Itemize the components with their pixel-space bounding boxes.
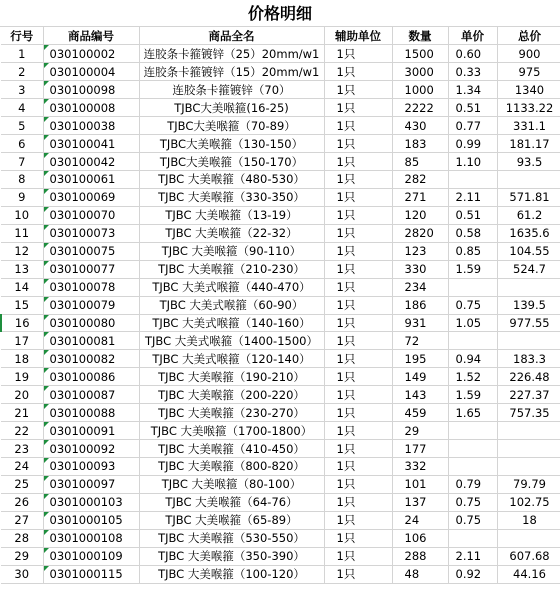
row-number-cell[interactable]: 15 — [1, 296, 43, 314]
unit-cell[interactable]: 1只 — [324, 350, 392, 368]
product-name-cell[interactable]: TJBC 大美喉箍（65-89） — [139, 511, 324, 529]
table-row — [1, 135, 560, 153]
unit-cell[interactable]: 1只 — [324, 565, 392, 583]
unit-cell[interactable]: 1只 — [324, 458, 392, 476]
product-name-cell[interactable]: TJBC 大美喉箍（64-76） — [139, 493, 324, 511]
unit-cell[interactable]: 1只 — [324, 493, 392, 511]
unit-price-cell[interactable]: 0.75 — [448, 493, 497, 511]
unit-cell[interactable]: 1只 — [324, 475, 392, 493]
unit-cell[interactable]: 1只 — [324, 511, 392, 529]
product-name-cell[interactable]: TJBC 大美喉箍（230-270） — [139, 404, 324, 422]
row-number-cell[interactable]: 4 — [1, 99, 43, 117]
product-name-cell[interactable]: TJBC 大美式喉箍（120-140） — [139, 350, 324, 368]
header-row — [1, 27, 560, 45]
unit-cell[interactable]: 1只 — [324, 386, 392, 404]
table-row — [1, 386, 560, 404]
unit-cell[interactable]: 1只 — [324, 45, 392, 63]
quantity-cell[interactable]: 143 — [392, 386, 448, 404]
quantity-cell[interactable]: 48 — [392, 565, 448, 583]
row-number-cell[interactable]: 18 — [1, 350, 43, 368]
quantity-cell[interactable]: 120 — [392, 206, 448, 224]
unit-cell[interactable]: 1只 — [324, 547, 392, 565]
quantity-cell[interactable]: 271 — [392, 188, 448, 206]
unit-price-cell[interactable]: 0.51 — [448, 206, 497, 224]
product-name-cell[interactable]: TJBC 大美喉箍（410-450） — [139, 440, 324, 458]
product-code-cell[interactable]: 030100073 — [43, 224, 139, 242]
table-row — [1, 224, 560, 242]
quantity-cell[interactable]: 459 — [392, 404, 448, 422]
product-code-cell[interactable]: 030100075 — [43, 242, 139, 260]
product-code-cell[interactable]: 030100097 — [43, 475, 139, 493]
unit-cell[interactable]: 1只 — [324, 117, 392, 135]
total-price-cell[interactable]: 139.5 — [497, 296, 560, 314]
unit-price-cell[interactable]: 1.34 — [448, 81, 497, 99]
product-code-cell[interactable]: 030100038 — [43, 117, 139, 135]
table-row — [1, 547, 560, 565]
row-number-cell[interactable]: 10 — [1, 206, 43, 224]
total-price-cell[interactable]: 977.55 — [497, 314, 560, 332]
product-code-cell[interactable]: 030100041 — [43, 135, 139, 153]
quantity-cell[interactable]: 149 — [392, 368, 448, 386]
unit-cell[interactable]: 1只 — [324, 529, 392, 547]
table-row — [1, 278, 560, 296]
total-price-cell[interactable]: 1340 — [497, 81, 560, 99]
total-price-cell[interactable] — [497, 422, 560, 440]
unit-cell[interactable]: 1只 — [324, 99, 392, 117]
header-total[interactable]: 总价 — [497, 27, 560, 45]
row-number-cell[interactable]: 28 — [1, 529, 43, 547]
unit-cell[interactable]: 1只 — [324, 296, 392, 314]
product-code-cell[interactable]: 030100042 — [43, 153, 139, 171]
row-number-cell[interactable]: 7 — [1, 153, 43, 171]
row-number-cell[interactable]: 3 — [1, 81, 43, 99]
total-price-cell[interactable] — [497, 440, 560, 458]
quantity-cell[interactable]: 330 — [392, 260, 448, 278]
row-number-cell[interactable]: 23 — [1, 440, 43, 458]
product-code-cell[interactable]: 0301000103 — [43, 493, 139, 511]
product-code-cell[interactable]: 030100061 — [43, 171, 139, 189]
unit-price-cell[interactable] — [448, 529, 497, 547]
row-number-cell[interactable]: 24 — [1, 458, 43, 476]
product-name-cell[interactable]: TJBC 大美喉箍（80-100） — [139, 475, 324, 493]
row-number-cell[interactable]: 26 — [1, 493, 43, 511]
product-name-cell[interactable]: TJBC 大美喉箍（200-220） — [139, 386, 324, 404]
product-code-cell[interactable]: 030100088 — [43, 404, 139, 422]
unit-cell[interactable]: 1只 — [324, 206, 392, 224]
row-number-cell[interactable]: 30 — [1, 565, 43, 583]
unit-price-cell[interactable] — [448, 332, 497, 350]
product-name-cell[interactable]: TJBC 大美喉箍（190-210） — [139, 368, 324, 386]
quantity-cell[interactable]: 931 — [392, 314, 448, 332]
product-code-cell[interactable]: 030100069 — [43, 188, 139, 206]
product-name-cell[interactable]: TJBC 大美喉箍（800-820） — [139, 458, 324, 476]
unit-price-cell[interactable] — [448, 171, 497, 189]
unit-cell[interactable]: 1只 — [324, 332, 392, 350]
quantity-cell[interactable]: 1000 — [392, 81, 448, 99]
unit-cell[interactable]: 1只 — [324, 242, 392, 260]
product-code-cell[interactable]: 030100077 — [43, 260, 139, 278]
product-name-cell[interactable]: 连胶条卡箍镀锌（15）20mm/w1 — [139, 63, 324, 81]
quantity-cell[interactable]: 24 — [392, 511, 448, 529]
total-price-cell[interactable]: 900 — [497, 45, 560, 63]
quantity-cell[interactable]: 183 — [392, 135, 448, 153]
sheet-title: 价格明细 — [0, 0, 560, 27]
total-price-cell[interactable]: 227.37 — [497, 386, 560, 404]
unit-cell[interactable]: 1只 — [324, 422, 392, 440]
total-price-cell[interactable]: 975 — [497, 63, 560, 81]
unit-price-cell[interactable]: 0.51 — [448, 99, 497, 117]
unit-cell[interactable]: 1只 — [324, 81, 392, 99]
table-row — [1, 565, 560, 583]
row-number-cell[interactable]: 6 — [1, 135, 43, 153]
unit-price-cell[interactable]: 0.75 — [448, 511, 497, 529]
row-number-cell[interactable]: 13 — [1, 260, 43, 278]
row-number-cell[interactable]: 9 — [1, 188, 43, 206]
unit-cell[interactable]: 1只 — [324, 404, 392, 422]
total-price-cell[interactable] — [497, 458, 560, 476]
table-row — [1, 188, 560, 206]
product-code-cell[interactable]: 030100008 — [43, 99, 139, 117]
product-name-cell[interactable]: TJBC 大美喉箍（350-390） — [139, 547, 324, 565]
unit-cell[interactable]: 1只 — [324, 171, 392, 189]
product-code-cell[interactable]: 0301000109 — [43, 547, 139, 565]
quantity-cell[interactable]: 186 — [392, 296, 448, 314]
row-number-cell[interactable]: 25 — [1, 475, 43, 493]
table-row — [1, 296, 560, 314]
product-code-cell[interactable]: 030100092 — [43, 440, 139, 458]
quantity-cell[interactable]: 106 — [392, 529, 448, 547]
product-name-cell[interactable]: TJBC 大美喉箍（530-550） — [139, 529, 324, 547]
table-row — [1, 314, 560, 332]
unit-price-cell[interactable] — [448, 458, 497, 476]
total-price-cell[interactable]: 607.68 — [497, 547, 560, 565]
table-row — [1, 242, 560, 260]
product-code-cell[interactable]: 030100002 — [43, 45, 139, 63]
unit-cell[interactable]: 1只 — [324, 188, 392, 206]
unit-price-cell[interactable]: 0.58 — [448, 224, 497, 242]
product-code-cell[interactable]: 030100070 — [43, 206, 139, 224]
quantity-cell[interactable]: 282 — [392, 171, 448, 189]
table-row — [1, 260, 560, 278]
total-price-cell[interactable] — [497, 278, 560, 296]
table-row — [1, 45, 560, 63]
row-number-cell[interactable]: 29 — [1, 547, 43, 565]
total-price-cell[interactable]: 18 — [497, 511, 560, 529]
quantity-cell[interactable]: 195 — [392, 350, 448, 368]
unit-price-cell[interactable] — [448, 440, 497, 458]
table-row — [1, 153, 560, 171]
table-row — [1, 440, 560, 458]
quantity-cell[interactable]: 234 — [392, 278, 448, 296]
product-name-cell[interactable]: TJBC 大美喉箍（330-350） — [139, 188, 324, 206]
product-code-cell[interactable]: 030100004 — [43, 63, 139, 81]
product-name-cell[interactable]: TJBC 大美喉箍（90-110） — [139, 242, 324, 260]
total-price-cell[interactable]: 1133.22 — [497, 99, 560, 117]
unit-price-cell[interactable]: 1.59 — [448, 386, 497, 404]
unit-price-cell[interactable]: 0.79 — [448, 475, 497, 493]
unit-price-cell[interactable]: 0.99 — [448, 135, 497, 153]
table-row — [1, 529, 560, 547]
row-number-cell[interactable]: 8 — [1, 171, 43, 189]
quantity-cell[interactable]: 332 — [392, 458, 448, 476]
quantity-cell[interactable]: 2222 — [392, 99, 448, 117]
table-row — [1, 81, 560, 99]
unit-price-cell[interactable]: 0.33 — [448, 63, 497, 81]
total-price-cell[interactable]: 181.17 — [497, 135, 560, 153]
table-row — [1, 422, 560, 440]
total-price-cell[interactable] — [497, 171, 560, 189]
row-number-cell[interactable]: 14 — [1, 278, 43, 296]
product-name-cell[interactable]: TJBC 大美式喉箍（1400-1500） — [139, 332, 324, 350]
product-name-cell[interactable]: TJBC 大美喉箍（100-120） — [139, 565, 324, 583]
row-number-cell[interactable]: 22 — [1, 422, 43, 440]
unit-price-cell[interactable]: 0.94 — [448, 350, 497, 368]
unit-price-cell[interactable]: 0.60 — [448, 45, 497, 63]
unit-price-cell[interactable]: 0.92 — [448, 565, 497, 583]
table-row — [1, 171, 560, 189]
product-name-cell[interactable]: 连胶条卡箍镀锌（25）20mm/w1 — [139, 45, 324, 63]
product-name-cell[interactable]: TJBC大美喉箍（130-150） — [139, 135, 324, 153]
unit-price-cell[interactable]: 1.52 — [448, 368, 497, 386]
unit-price-cell[interactable]: 1.65 — [448, 404, 497, 422]
header-product-name[interactable]: 商品全名 — [139, 27, 324, 45]
unit-cell[interactable]: 1只 — [324, 153, 392, 171]
product-name-cell[interactable]: TJBC 大美式喉箍（60-90） — [139, 296, 324, 314]
product-code-cell[interactable]: 030100080 — [43, 314, 139, 332]
header-row-number[interactable]: 行号 — [1, 27, 43, 45]
total-price-cell[interactable]: 104.55 — [497, 242, 560, 260]
quantity-cell[interactable]: 288 — [392, 547, 448, 565]
quantity-cell[interactable]: 137 — [392, 493, 448, 511]
unit-cell[interactable]: 1只 — [324, 135, 392, 153]
product-name-cell[interactable]: TJBC 大美喉箍（1700-1800） — [139, 422, 324, 440]
total-price-cell[interactable]: 93.5 — [497, 153, 560, 171]
row-number-cell[interactable]: 19 — [1, 368, 43, 386]
unit-cell[interactable]: 1只 — [324, 63, 392, 81]
table-row — [1, 117, 560, 135]
row-number-cell[interactable]: 5 — [1, 117, 43, 135]
table-row — [1, 99, 560, 117]
unit-cell[interactable]: 1只 — [324, 224, 392, 242]
product-code-cell[interactable]: 030100093 — [43, 458, 139, 476]
unit-price-cell[interactable]: 1.59 — [448, 260, 497, 278]
product-code-cell[interactable]: 030100087 — [43, 386, 139, 404]
total-price-cell[interactable]: 61.2 — [497, 206, 560, 224]
quantity-cell[interactable]: 177 — [392, 440, 448, 458]
table-row — [1, 404, 560, 422]
total-price-cell[interactable]: 79.79 — [497, 475, 560, 493]
row-number-cell[interactable]: 17 — [1, 332, 43, 350]
unit-price-cell[interactable]: 0.85 — [448, 242, 497, 260]
total-price-cell[interactable]: 102.75 — [497, 493, 560, 511]
product-name-cell[interactable]: TJBC 大美喉箍（22-32） — [139, 224, 324, 242]
product-code-cell[interactable]: 030100081 — [43, 332, 139, 350]
unit-price-cell[interactable]: 1.10 — [448, 153, 497, 171]
total-price-cell[interactable]: 183.3 — [497, 350, 560, 368]
quantity-cell[interactable]: 3000 — [392, 63, 448, 81]
product-code-cell[interactable]: 030100078 — [43, 278, 139, 296]
product-code-cell[interactable]: 030100079 — [43, 296, 139, 314]
unit-price-cell[interactable]: 0.77 — [448, 117, 497, 135]
quantity-cell[interactable]: 2820 — [392, 224, 448, 242]
product-code-cell[interactable]: 030100086 — [43, 368, 139, 386]
price-table — [0, 27, 560, 584]
total-price-cell[interactable]: 524.7 — [497, 260, 560, 278]
total-price-cell[interactable]: 331.1 — [497, 117, 560, 135]
row-number-cell[interactable]: 12 — [1, 242, 43, 260]
product-name-cell[interactable]: TJBC大美喉箍（70-89） — [139, 117, 324, 135]
product-code-cell[interactable]: 0301000108 — [43, 529, 139, 547]
table-row — [1, 458, 560, 476]
table-row — [1, 368, 560, 386]
total-price-cell[interactable]: 226.48 — [497, 368, 560, 386]
total-price-cell[interactable] — [497, 529, 560, 547]
table-row — [1, 511, 560, 529]
header-unit-price[interactable]: 单价 — [448, 27, 497, 45]
table-row — [1, 350, 560, 368]
product-name-cell[interactable]: TJBC大美喉箍（150-170） — [139, 153, 324, 171]
quantity-cell[interactable]: 430 — [392, 117, 448, 135]
product-name-cell[interactable]: TJBC 大美式喉箍（140-160） — [139, 314, 324, 332]
unit-cell[interactable]: 1只 — [324, 440, 392, 458]
header-product-code[interactable]: 商品编号 — [43, 27, 139, 45]
total-price-cell[interactable]: 571.81 — [497, 188, 560, 206]
unit-price-cell[interactable]: 2.11 — [448, 547, 497, 565]
total-price-cell[interactable]: 1635.6 — [497, 224, 560, 242]
product-name-cell[interactable]: TJBC大美喉箍(16-25) — [139, 99, 324, 117]
quantity-cell[interactable]: 101 — [392, 475, 448, 493]
unit-cell[interactable]: 1只 — [324, 260, 392, 278]
quantity-cell[interactable]: 123 — [392, 242, 448, 260]
unit-cell[interactable]: 1只 — [324, 314, 392, 332]
total-price-cell[interactable]: 757.35 — [497, 404, 560, 422]
row-number-cell[interactable]: 16 — [1, 314, 43, 332]
row-number-cell[interactable]: 27 — [1, 511, 43, 529]
unit-price-cell[interactable]: 1.05 — [448, 314, 497, 332]
row-number-cell[interactable]: 11 — [1, 224, 43, 242]
table-row — [1, 332, 560, 350]
product-name-cell[interactable]: TJBC 大美喉箍（210-230） — [139, 260, 324, 278]
product-code-cell[interactable]: 0301000115 — [43, 565, 139, 583]
product-code-cell[interactable]: 030100082 — [43, 350, 139, 368]
header-unit[interactable]: 辅助单位 — [324, 27, 392, 45]
unit-price-cell[interactable]: 2.11 — [448, 188, 497, 206]
product-code-cell[interactable]: 030100098 — [43, 81, 139, 99]
product-name-cell[interactable]: TJBC 大美式喉箍（440-470） — [139, 278, 324, 296]
row-number-cell[interactable]: 2 — [1, 63, 43, 81]
unit-price-cell[interactable]: 0.75 — [448, 296, 497, 314]
unit-cell[interactable]: 1只 — [324, 278, 392, 296]
product-name-cell[interactable]: TJBC 大美喉箍（13-19） — [139, 206, 324, 224]
row-number-cell[interactable]: 1 — [1, 45, 43, 63]
quantity-cell[interactable]: 29 — [392, 422, 448, 440]
header-quantity[interactable]: 数量 — [392, 27, 448, 45]
row-number-cell[interactable]: 20 — [1, 386, 43, 404]
table-row — [1, 493, 560, 511]
table-row — [1, 206, 560, 224]
unit-price-cell[interactable] — [448, 278, 497, 296]
unit-cell[interactable]: 1只 — [324, 368, 392, 386]
quantity-cell[interactable]: 72 — [392, 332, 448, 350]
row-number-cell[interactable]: 21 — [1, 404, 43, 422]
table-row — [1, 63, 560, 81]
product-name-cell[interactable]: TJBC 大美喉箍（480-530） — [139, 171, 324, 189]
quantity-cell[interactable]: 85 — [392, 153, 448, 171]
total-price-cell[interactable]: 44.16 — [497, 565, 560, 583]
total-price-cell[interactable] — [497, 332, 560, 350]
product-name-cell[interactable]: 连胶条卡箍镀锌（70） — [139, 81, 324, 99]
product-code-cell[interactable]: 0301000105 — [43, 511, 139, 529]
unit-price-cell[interactable] — [448, 422, 497, 440]
quantity-cell[interactable]: 1500 — [392, 45, 448, 63]
product-code-cell[interactable]: 030100091 — [43, 422, 139, 440]
table-row — [1, 475, 560, 493]
